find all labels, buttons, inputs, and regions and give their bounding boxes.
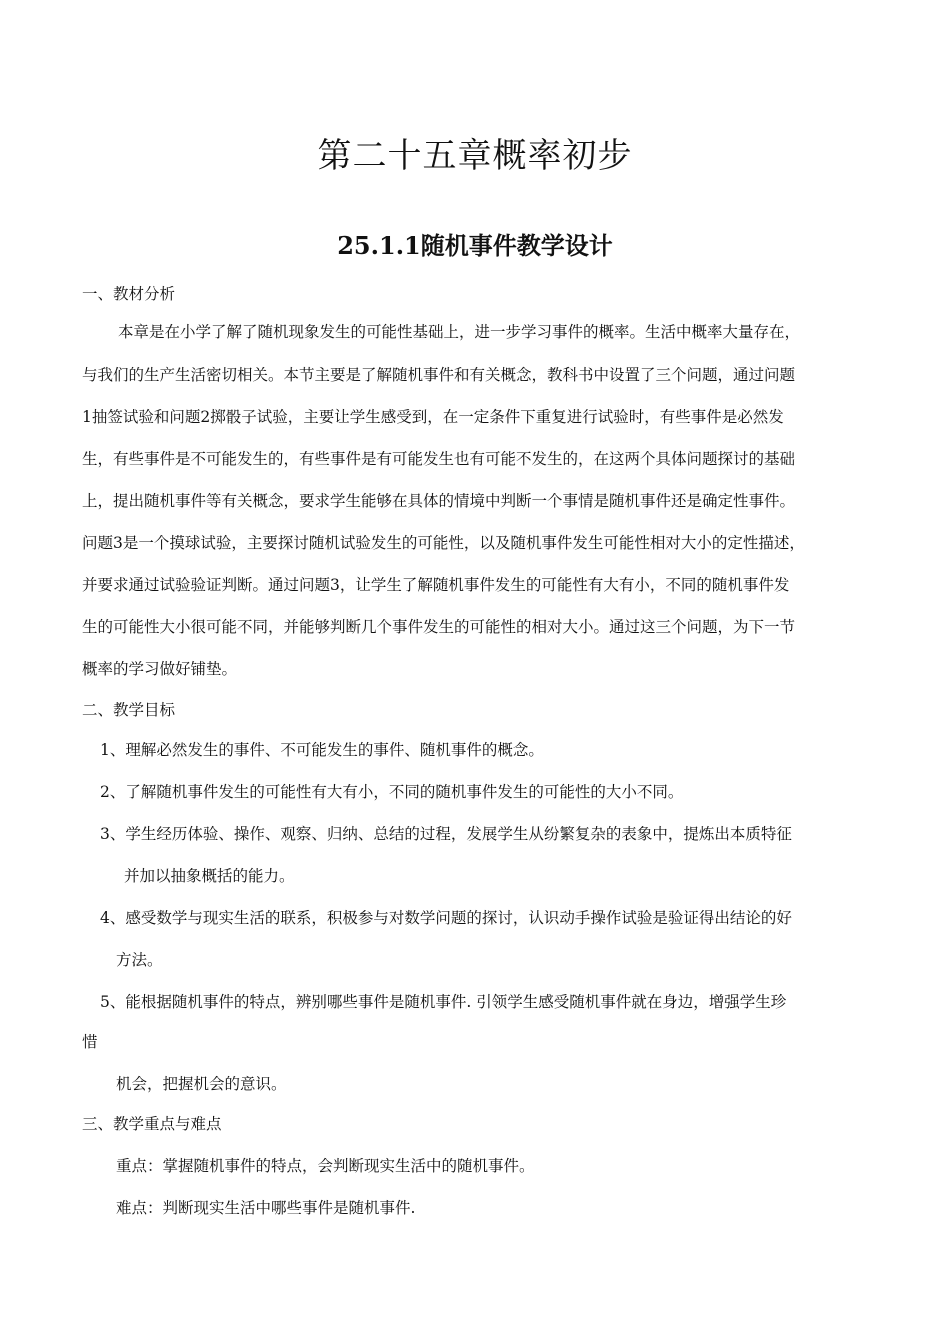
goal-item: 3、学生经历体验、操作、观察、归纳、总结的过程，发展学生从纷繁复杂的表象中，提炼出本质特征 bbox=[100, 825, 792, 843]
difficult-point: 难点：判断现实生活中哪些事件是随机事件. bbox=[116, 1199, 416, 1217]
key-point: 重点：掌握随机事件的特点，会判断现实生活中的随机事件。 bbox=[116, 1157, 535, 1175]
goal-item: 5、能根据随机事件的特点，辨别哪些事件是随机事件. 引领学生感受随机事件就在身边，增强学生珍 bbox=[100, 993, 787, 1011]
analysis-line: 本章是在小学了解了随机现象发生的可能性基础上，进一步学习事件的概率。生活中概率大量存在， bbox=[118, 323, 801, 341]
analysis-line: 1抽签试验和问题2掷骰子试验，主要让学生感受到，在一定条件下重复进行试验时，有些事件是必然发 bbox=[82, 408, 784, 426]
chapter-title: 第二十五章概率初步 bbox=[317, 136, 633, 176]
goal-item-cont: 方法。 bbox=[116, 951, 163, 969]
goal-item-cont: 并加以抽象概括的能力。 bbox=[124, 867, 295, 885]
analysis-line: 上，提出随机事件等有关概念，要求学生能够在具体的情境中判断一个事情是随机事件还是确定性事件。 bbox=[82, 492, 796, 510]
analysis-line: 并要求通过试验验证判断。通过问题3，让学生了解随机事件发生的可能性有大有小，不同的随机事件发 bbox=[82, 576, 790, 594]
analysis-line: 生的可能性大小很可能不同，并能够判断几个事件发生的可能性的相对大小。通过这三个问题，为下一节 bbox=[82, 618, 796, 636]
heading-goals: 二、教学目标 bbox=[82, 701, 176, 719]
analysis-line: 问题3是一个摸球试验，主要探讨随机试验发生的可能性，以及随机事件发生可能性相对大小的定性描述， bbox=[82, 534, 805, 552]
section-title: 25.1.1随机事件教学设计 bbox=[337, 231, 613, 260]
goal-item: 4、感受数学与现实生活的联系，积极参与对数学问题的探讨，认识动手操作试验是验证得出结论的好 bbox=[100, 909, 792, 927]
heading-analysis: 一、教材分析 bbox=[82, 285, 176, 303]
goal-item: 2、了解随机事件发生的可能性有大有小，不同的随机事件发生的可能性的大小不同。 bbox=[100, 783, 684, 801]
heading-key-points: 三、教学重点与难点 bbox=[82, 1115, 222, 1133]
analysis-line: 生，有些事件是不可能发生的，有些事件是有可能发生也有可能不发生的，在这两个具体问题探讨的基础 bbox=[82, 450, 796, 468]
goal-item-cont: 机会，把握机会的意识。 bbox=[116, 1075, 287, 1093]
analysis-line: 概率的学习做好铺垫。 bbox=[82, 660, 238, 678]
goal-item: 1、理解必然发生的事件、不可能发生的事件、随机事件的概念。 bbox=[100, 741, 544, 759]
goal-item-cont: 惜 bbox=[82, 1033, 98, 1051]
analysis-line: 与我们的生产生活密切相关。本节主要是了解随机事件和有关概念，教科书中设置了三个问题，通过问题 bbox=[82, 366, 796, 384]
